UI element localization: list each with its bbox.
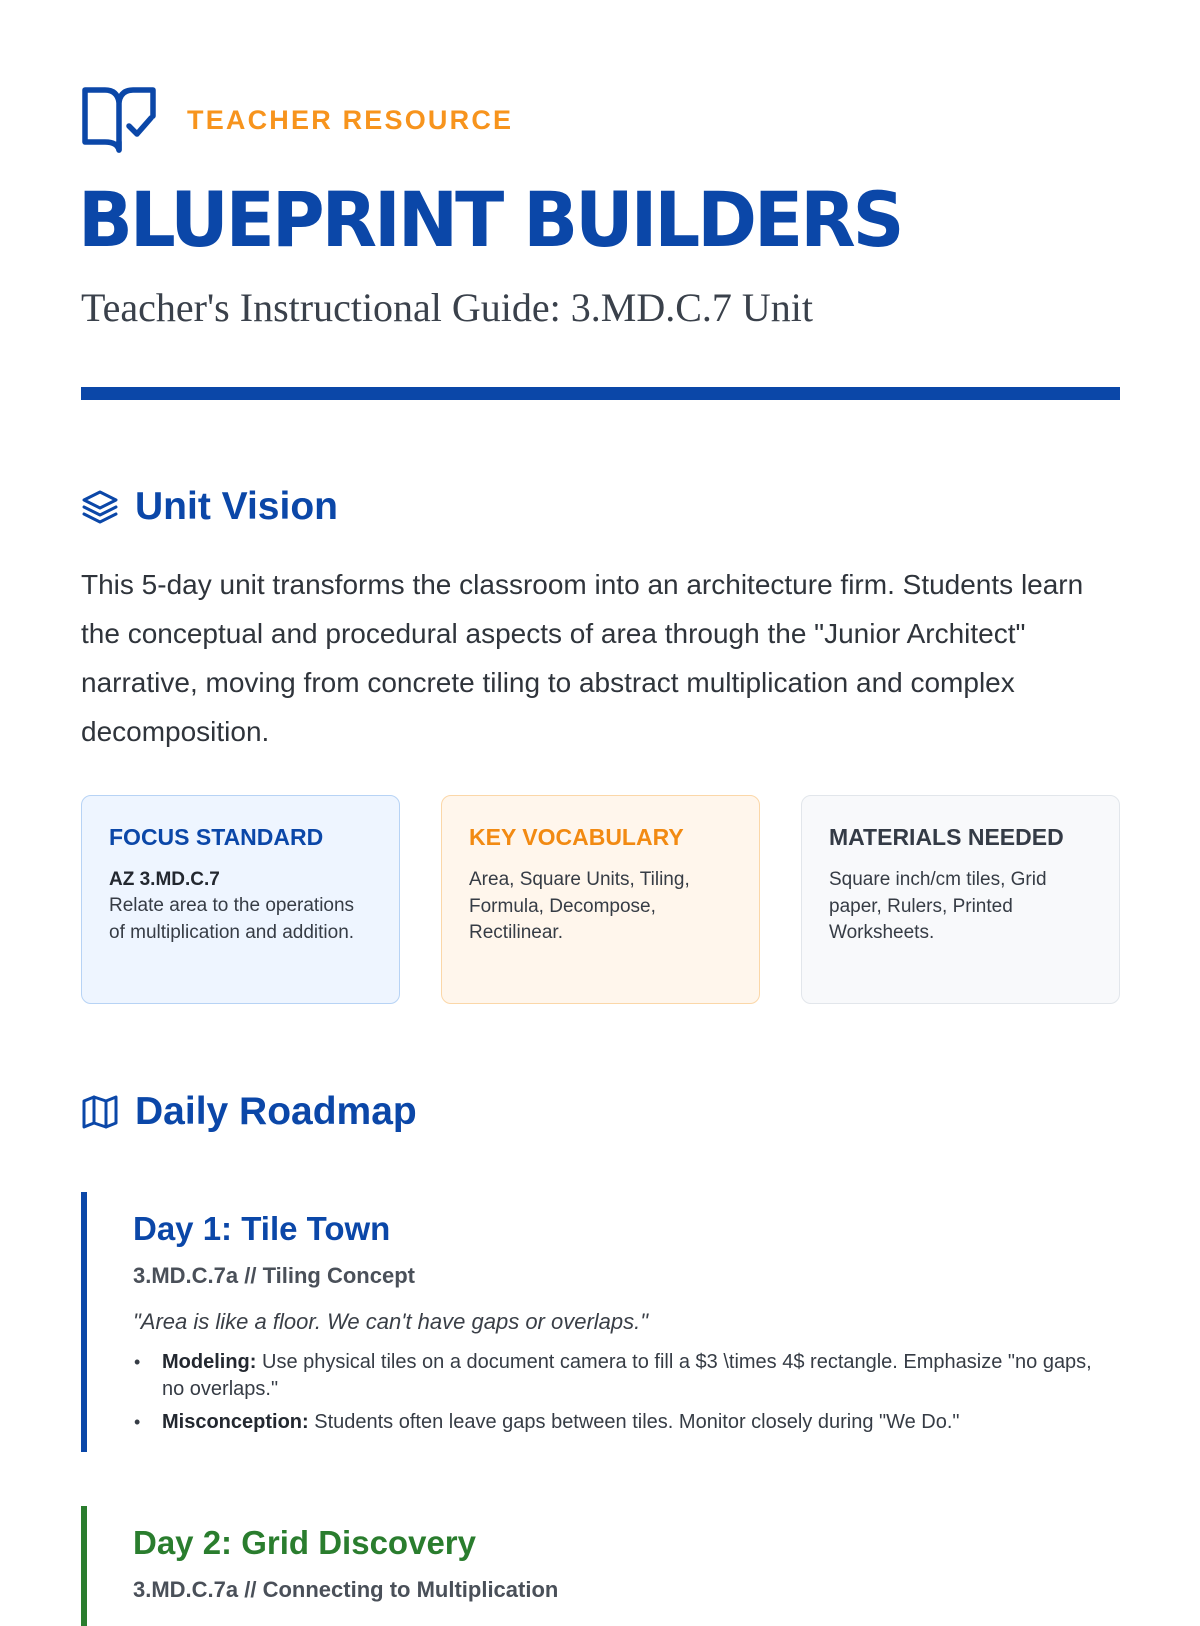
- bullet-icon: •: [134, 1412, 141, 1432]
- standard-code: AZ 3.MD.C.7: [109, 869, 220, 890]
- materials-card: [801, 795, 1120, 1004]
- day-title: Day 1: Tile Town: [133, 1210, 391, 1247]
- map-icon: [81, 1093, 119, 1131]
- day-standard: 3.MD.C.7a // Connecting to Multiplication: [133, 1577, 559, 1602]
- info-cards: [81, 795, 1120, 1004]
- unit-vision-text: This 5-day unit transforms the classroom into an architecture firm. Students learn the conceptual and procedural aspects of area through the "Junior Architect" narrative, moving from concrete tiling to abstract multiplication and complex decomposition.: [81, 569, 1084, 747]
- item-label: Modeling:: [162, 1351, 257, 1373]
- day-standard: 3.MD.C.7a // Tiling Concept: [133, 1263, 415, 1288]
- card-title: KEY VOCABULARY: [469, 824, 684, 850]
- eyebrow: [81, 86, 513, 154]
- bullet-icon: •: [134, 1352, 141, 1372]
- list-item: [133, 1349, 1113, 1402]
- day-card: [81, 1506, 1120, 1626]
- title-divider: [81, 387, 1120, 400]
- daily-roadmap-heading: [81, 1092, 417, 1131]
- focus-standard-card: [81, 795, 400, 1004]
- card-body: Square inch/cm tiles, Grid paper, Rulers, Printed Worksheets.: [829, 869, 1047, 943]
- section-title: Unit Vision: [135, 485, 338, 528]
- unit-vision-heading: [81, 487, 338, 526]
- card-title: FOCUS STANDARD: [109, 824, 324, 850]
- list-item: [133, 1409, 1113, 1436]
- card-body: Relate area to the operations of multiplication and addition.: [109, 895, 355, 943]
- layers-icon: [81, 488, 119, 526]
- page-subtitle: Teacher's Instructional Guide: 3.MD.C.7 Unit: [81, 285, 814, 330]
- day-title: Day 2: Grid Discovery: [133, 1524, 476, 1561]
- day-quote: "Area is like a floor. We can't have gaps or overlaps.": [133, 1309, 649, 1334]
- book-check-icon: [81, 86, 157, 154]
- card-body: Area, Square Units, Tiling, Formula, Decompose, Rectilinear.: [469, 869, 690, 943]
- page-title: BLUEPRINT BUILDERS: [78, 175, 902, 264]
- key-vocabulary-card: [441, 795, 760, 1004]
- day-card: [81, 1192, 1120, 1452]
- item-label: Misconception:: [162, 1411, 309, 1433]
- item-text: Students often leave gaps between tiles. Monitor closely during "We Do.": [308, 1411, 960, 1433]
- eyebrow-label: TEACHER RESOURCE: [187, 104, 514, 135]
- item-text: Use physical tiles on a document camera to fill a $3 \times 4$ rectangle. Emphasize "no gaps, no overlaps.": [162, 1351, 1092, 1400]
- section-title: Daily Roadmap: [135, 1090, 417, 1133]
- day-notes: [133, 1349, 1113, 1443]
- card-title: MATERIALS NEEDED: [829, 824, 1064, 850]
